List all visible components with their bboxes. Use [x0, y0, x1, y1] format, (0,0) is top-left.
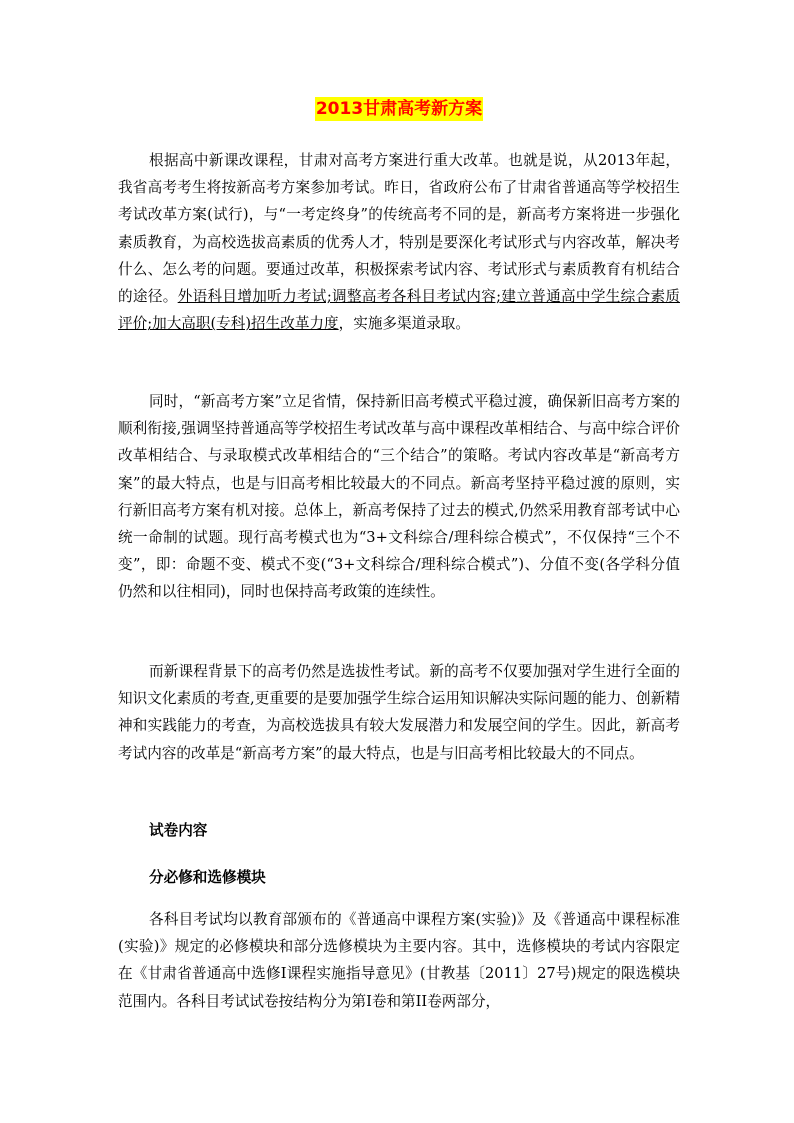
paragraph-1: [118, 147, 680, 337]
title-wrap: [118, 97, 680, 121]
paragraph-4: 各科目考试均以教育部颁布的《普通高中课程方案(实验)》及《普通高中课程标准(实验)》规定的必修模块和部分选修模块为主要内容。其中，选修模块的考试内容限定在《甘肃省普通高中选修Ⅰ课程实施指导意见》(甘教基〔2011〕27号)规定的限选模块范围内。各科目考试试卷按结构分为第Ⅰ卷和第II卷两部分，: [118, 911, 680, 1010]
paragraph-3: 而新课程背景下的高考仍然是选拔性考试。新的高考不仅要加强对学生进行全面的知识文化素质的考查,更重要的是要加强学生综合运用知识解决实际问题的能力、创新精神和实践能力的考查，为高校选拔具有较大发展潜力和发展空间的学生。因此，新高考考试内容的改革是“新高考方案”的最大特点，也是与旧高考相比较最大的不同点。: [118, 663, 680, 762]
section-heading-modules: 分必修和选修模块: [149, 869, 266, 886]
paragraph-1-end: ，实施多渠道录取。: [338, 315, 470, 333]
section-heading-paper-content: 试卷内容: [149, 822, 208, 839]
paragraph-1-text: 根据高中新课改课程，甘肃对高考方案进行重大改革。也就是说，从2013年起，我省高考考生将按新高考方案参加考试。昨日，省政府公布了甘肃省普通高等学校招生考试改革方案(试行)，与“一考定终身”的传统高考不同的是，新高考方案将进一步强化素质教育，为高校选拔高素质的优秀人才，特别是要深化考试形式与内容改革，解决考什么、怎么考的问题。要通过改革，积极探索考试内容、考试形式与素质教育有机结合的途径。: [118, 152, 680, 306]
paragraph-2: 同时，“新高考方案”立足省情，保持新旧高考模式平稳过渡，确保新旧高考方案的顺利衔接,强调坚持普通高等学校招生考试改革与高中课程改革相结合、与高中综合评价改革相结合、与录取模式改革相结合的“三个结合”的策略。考试内容改革是“新高考方案”的最大特点，也是与旧高考相比较最大的不同点。新高考坚持平稳过渡的原则，实行新旧高考方案有机对接。总体上，新高考保持了过去的模式,仍然采用教育部考试中心统一命制的试题。现行高考模式也为“3+文科综合/理科综合模式”，不仅保持“三个不变”，即：命题不变、模式不变(“3+文科综合/理科综合模式”)、分值不变(各学科分值仍然和以往相同)，同时也保持高考政策的连续性。: [118, 393, 680, 601]
paragraph-1-underlined: 外语科目增加听力考试;调整高考各科目考试内容;建立普通高中学生综合素质评价;加大高职(专科)招生改革力度: [118, 288, 680, 333]
document-title: 2013甘肃高考新方案: [315, 99, 483, 119]
